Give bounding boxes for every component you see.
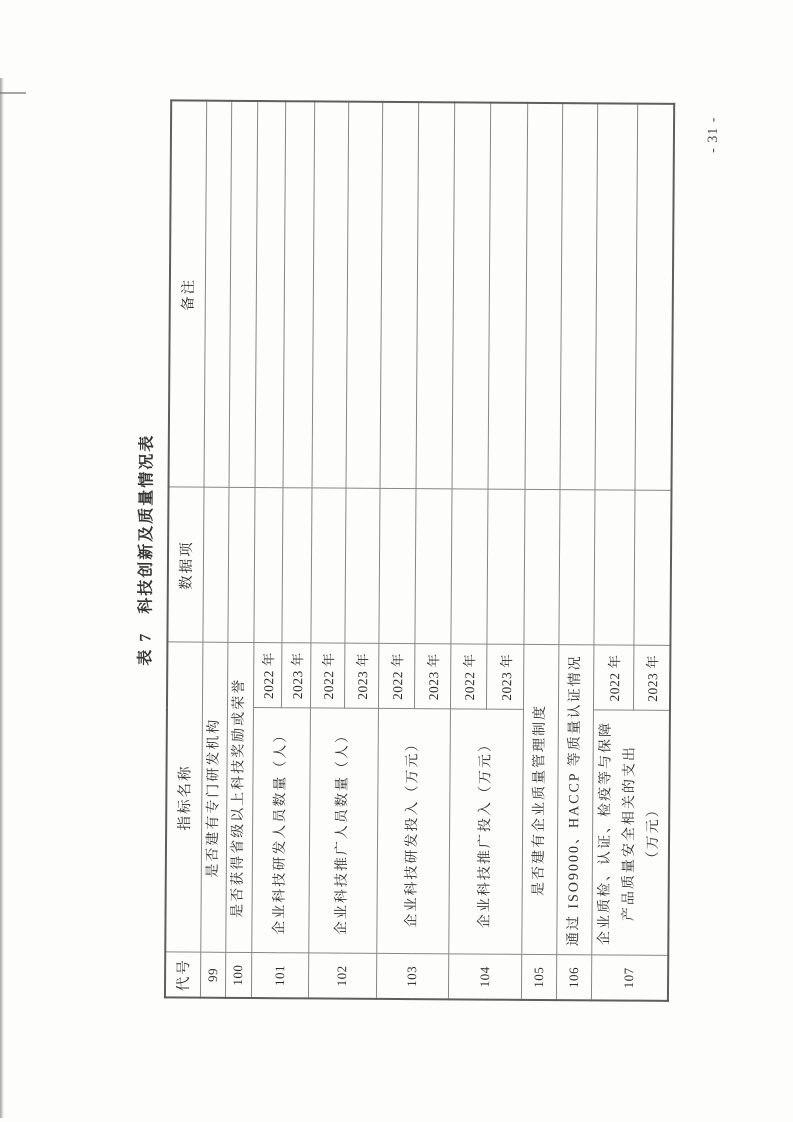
code-cell-100: 100 — [225, 953, 251, 998]
header-remark: 备注 — [169, 100, 207, 487]
table-row-104 — [448, 102, 490, 999]
remark-cell-104-2022 — [452, 102, 491, 489]
header-code: 代号 — [165, 952, 200, 997]
remark-cell-104-2023 — [488, 103, 528, 490]
year-label-103-2022: 2022 年 — [378, 644, 414, 709]
code-cell-101: 101 — [251, 953, 308, 998]
data-item-cell-100 — [227, 488, 254, 643]
year-label-102-2023: 2023 年 — [344, 644, 378, 709]
data-item-cell-99 — [202, 488, 228, 643]
year-label-104-2023: 2023 年 — [486, 645, 523, 710]
data-item-cell-105 — [523, 490, 559, 645]
code-cell-103: 103 — [376, 954, 448, 1000]
year-label-101-2022: 2022 年 — [253, 643, 281, 708]
table-row-107 — [591, 103, 637, 1000]
table-row-102 — [308, 101, 348, 998]
indicator-name-100: 是否获得省级以上科技奖励或荣誉 — [225, 643, 253, 953]
data-item-cell-101-2022 — [253, 488, 282, 643]
year-label-103-2023: 2023 年 — [414, 644, 450, 709]
remark-cell-105 — [524, 103, 562, 490]
remark-cell-100 — [229, 101, 258, 488]
indicator-name-107: 企业质检、认证、检疫等与保障 产品质量安全相关的支出 （万元） — [591, 710, 670, 956]
header-data-item: 数据项 — [167, 487, 203, 642]
remark-cell-102-2022 — [312, 101, 349, 488]
page-number: - 31 - — [705, 116, 722, 153]
remark-cell-103-2023 — [416, 102, 455, 489]
year-label-107-2022: 2022 年 — [593, 645, 633, 710]
data-item-cell-103-2022 — [378, 489, 415, 644]
remark-cell-101-2022 — [255, 101, 286, 488]
data-item-cell-102-2023 — [344, 489, 379, 644]
remark-cell-107-2023 — [634, 104, 674, 491]
indicator-name-103: 企业科技研发投入（万元） — [376, 709, 450, 954]
year-label-104-2022: 2022 年 — [450, 644, 486, 709]
remark-cell-99 — [204, 101, 232, 488]
remark-cell-101-2023 — [283, 101, 315, 488]
indicator-name-105: 是否建有企业质量管理制度 — [521, 645, 558, 955]
header-indicator-name: 指标名称 — [165, 642, 202, 952]
year-label-107-2023: 2023 年 — [633, 646, 670, 711]
indicator-name-101: 企业科技研发人员数量（人） — [251, 708, 310, 953]
code-cell-99: 99 — [200, 953, 225, 998]
data-item-cell-107-2023 — [633, 491, 671, 646]
indicator-name-99: 是否建有专门研发机构 — [200, 643, 227, 953]
table-body — [200, 101, 674, 1001]
table-title: 表 7 科技创新及质量情况表 — [137, 433, 156, 666]
remark-cell-103-2022 — [380, 102, 419, 489]
data-item-cell-101-2023 — [281, 488, 311, 643]
indicator-name-106: 通过 ISO9000、HACCP 等质量认证情况 — [556, 645, 593, 955]
data-item-cell-102-2022 — [310, 488, 345, 643]
table-row-101 — [251, 101, 285, 998]
table-row-103 — [376, 102, 418, 999]
remark-cell-106 — [559, 103, 597, 490]
data-item-cell-103-2023 — [414, 489, 451, 644]
code-cell-102: 102 — [308, 953, 376, 998]
remark-cell-102-2023 — [346, 102, 383, 489]
data-item-cell-104-2023 — [486, 490, 524, 645]
code-cell-104: 104 — [448, 954, 521, 1000]
code-cell-106: 106 — [556, 955, 591, 1000]
year-label-101-2023: 2023 年 — [281, 643, 310, 708]
remark-cell-107-2022 — [594, 103, 637, 490]
data-item-cell-106 — [558, 490, 594, 645]
indicator-name-104: 企业科技推广投入（万元） — [448, 709, 523, 955]
data-item-cell-104-2022 — [450, 489, 487, 644]
code-cell-105: 105 — [521, 955, 556, 1000]
data-item-cell-107-2022 — [593, 490, 634, 645]
innovation-quality-table — [164, 99, 675, 1002]
indicator-name-102: 企业科技推广人员数量（人） — [308, 708, 378, 953]
year-label-102-2022: 2022 年 — [310, 643, 344, 708]
code-cell-107: 107 — [591, 955, 668, 1001]
